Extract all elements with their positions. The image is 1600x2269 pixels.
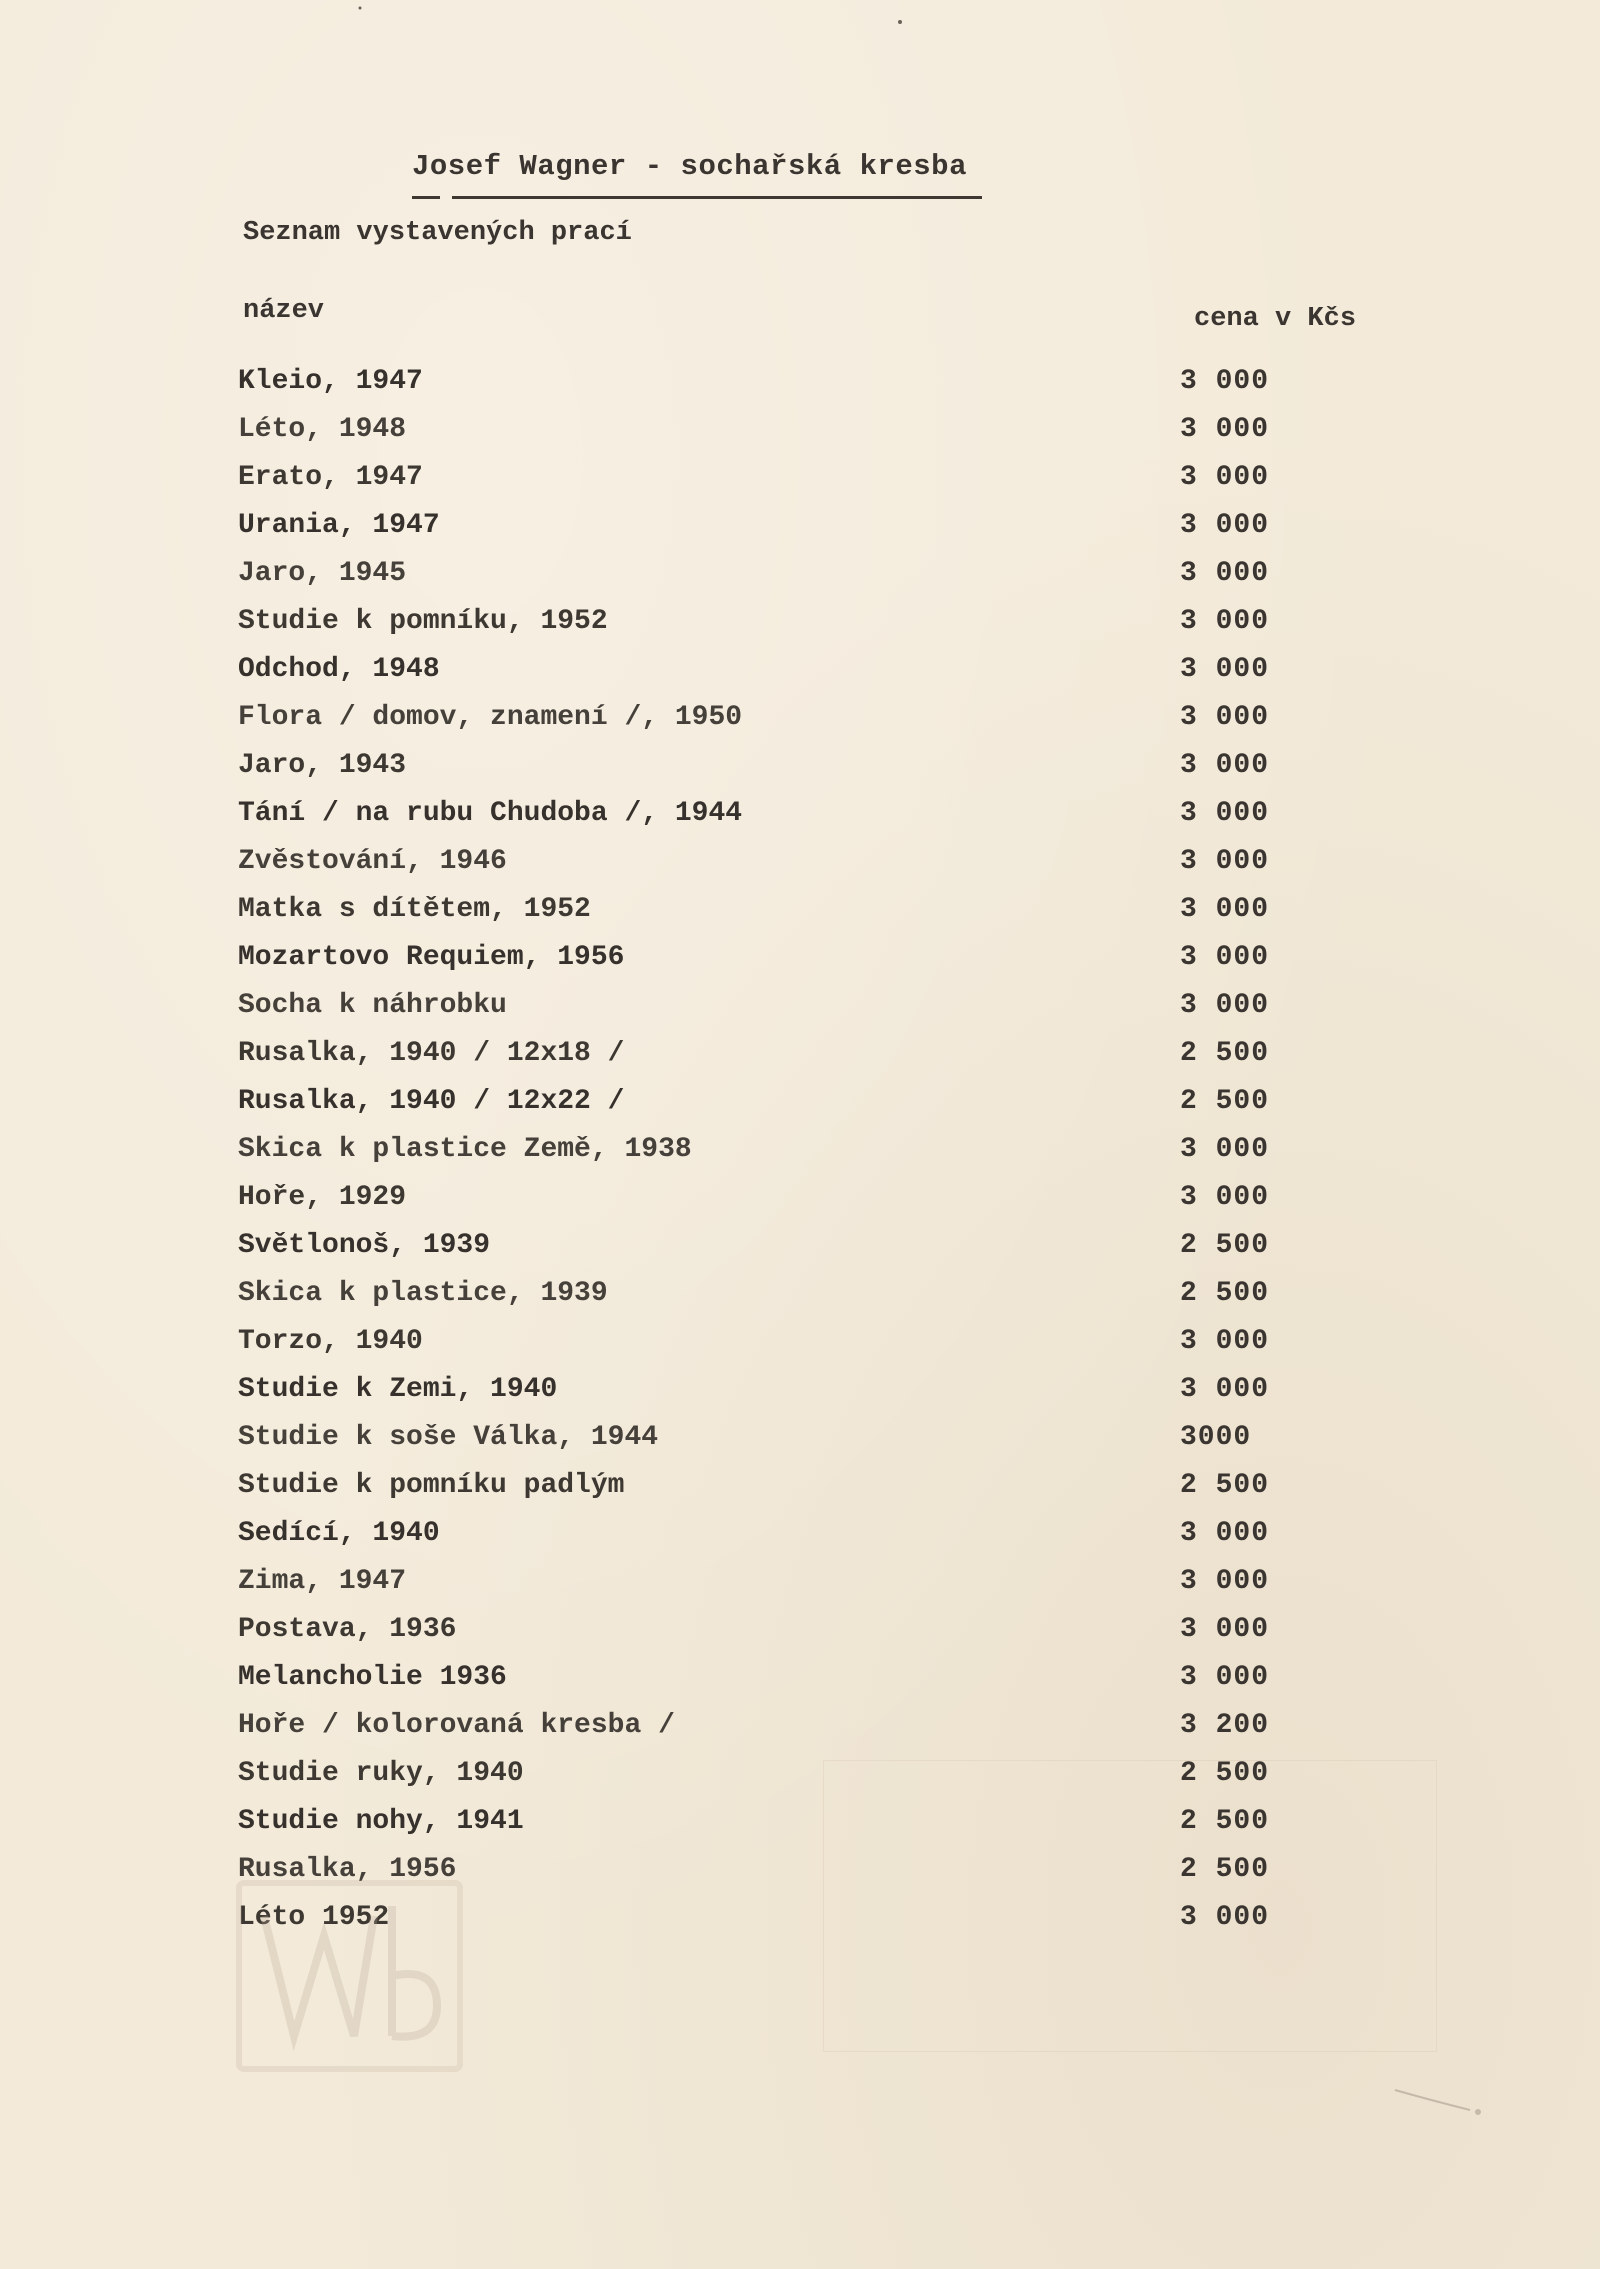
item-name: Urania, 1947 [238, 510, 440, 541]
item-name: Odchod, 1948 [238, 654, 440, 685]
item-price: 3 000 [1180, 1902, 1270, 1933]
item-price: 2 500 [1180, 1806, 1270, 1837]
item-name: Torzo, 1940 [238, 1326, 423, 1357]
item-name: Studie nohy, 1941 [238, 1806, 524, 1837]
item-price: 3 000 [1180, 1374, 1270, 1405]
item-name: Tání / na rubu Chudoba /, 1944 [238, 798, 743, 829]
item-price: 3 000 [1180, 366, 1270, 397]
item-price: 2 500 [1180, 1086, 1270, 1117]
item-price: 3 000 [1180, 798, 1270, 829]
item-price: 3000 [1180, 1422, 1252, 1453]
item-price: 2 500 [1180, 1230, 1270, 1261]
item-price: 3 000 [1180, 1182, 1270, 1213]
item-name: Zima, 1947 [238, 1566, 407, 1597]
column-header-name: název [243, 296, 325, 326]
item-price: 3 000 [1180, 846, 1270, 877]
item-name: Studie ruky, 1940 [238, 1758, 524, 1789]
item-price: 3 000 [1180, 414, 1270, 445]
item-name: Studie k pomníku, 1952 [238, 606, 608, 637]
item-price: 3 000 [1180, 1134, 1270, 1165]
item-name: Matka s dítětem, 1952 [238, 894, 591, 925]
item-name: Skica k plastice Země, 1938 [238, 1134, 692, 1165]
item-name: Rusalka, 1956 [238, 1854, 457, 1885]
item-name: Sedící, 1940 [238, 1518, 440, 1549]
item-name: Hoře, 1929 [238, 1182, 407, 1213]
item-name: Jaro, 1945 [238, 558, 407, 589]
item-price: 2 500 [1180, 1470, 1270, 1501]
item-name: Mozartovo Requiem, 1956 [238, 942, 625, 973]
item-price: 3 000 [1180, 558, 1270, 589]
item-price: 3 000 [1180, 942, 1270, 973]
item-price: 3 000 [1180, 1518, 1270, 1549]
item-name: Jaro, 1943 [238, 750, 407, 781]
item-name: Skica k plastice, 1939 [238, 1278, 608, 1309]
item-name: Léto 1952 [238, 1902, 390, 1933]
item-price: 3 000 [1180, 990, 1270, 1021]
item-name: Studie k pomníku padlým [238, 1470, 625, 1501]
item-price: 3 000 [1180, 1326, 1270, 1357]
item-price: 2 500 [1180, 1038, 1270, 1069]
item-name: Flora / domov, znamení /, 1950 [238, 702, 743, 733]
item-price: 3 000 [1180, 462, 1270, 493]
item-name: Melancholie 1936 [238, 1662, 507, 1693]
item-price: 3 000 [1180, 510, 1270, 541]
item-price: 3 000 [1180, 750, 1270, 781]
item-price: 3 000 [1180, 1662, 1270, 1693]
item-price: 2 500 [1180, 1854, 1270, 1885]
item-name: Světlonoš, 1939 [238, 1230, 491, 1261]
document-subtitle: Seznam vystavených prací [243, 218, 632, 248]
item-name: Zvěstování, 1946 [238, 846, 507, 877]
item-price: 3 000 [1180, 894, 1270, 925]
item-name: Léto, 1948 [238, 414, 407, 445]
document-title: Josef Wagner - sochařská kresba [412, 150, 967, 183]
item-name: Rusalka, 1940 / 12x18 / [238, 1038, 625, 1069]
column-header-price: cena v Kčs [1194, 304, 1357, 334]
item-price: 3 000 [1180, 606, 1270, 637]
item-name: Kleio, 1947 [238, 366, 423, 397]
item-name: Hoře / kolorovaná kresba / [238, 1710, 675, 1741]
item-name: Erato, 1947 [238, 462, 423, 493]
item-name: Studie k Zemi, 1940 [238, 1374, 558, 1405]
item-name: Studie k soše Válka, 1944 [238, 1422, 659, 1453]
item-name: Rusalka, 1940 / 12x22 / [238, 1086, 625, 1117]
item-price: 2 500 [1180, 1758, 1270, 1789]
item-price: 3 000 [1180, 702, 1270, 733]
item-name: Socha k náhrobku [238, 990, 507, 1021]
item-name: Postava, 1936 [238, 1614, 457, 1645]
item-price: 2 500 [1180, 1278, 1270, 1309]
item-price: 3 000 [1180, 1566, 1270, 1597]
item-price: 3 200 [1180, 1710, 1270, 1741]
item-price: 3 000 [1180, 1614, 1270, 1645]
item-price: 3 000 [1180, 654, 1270, 685]
